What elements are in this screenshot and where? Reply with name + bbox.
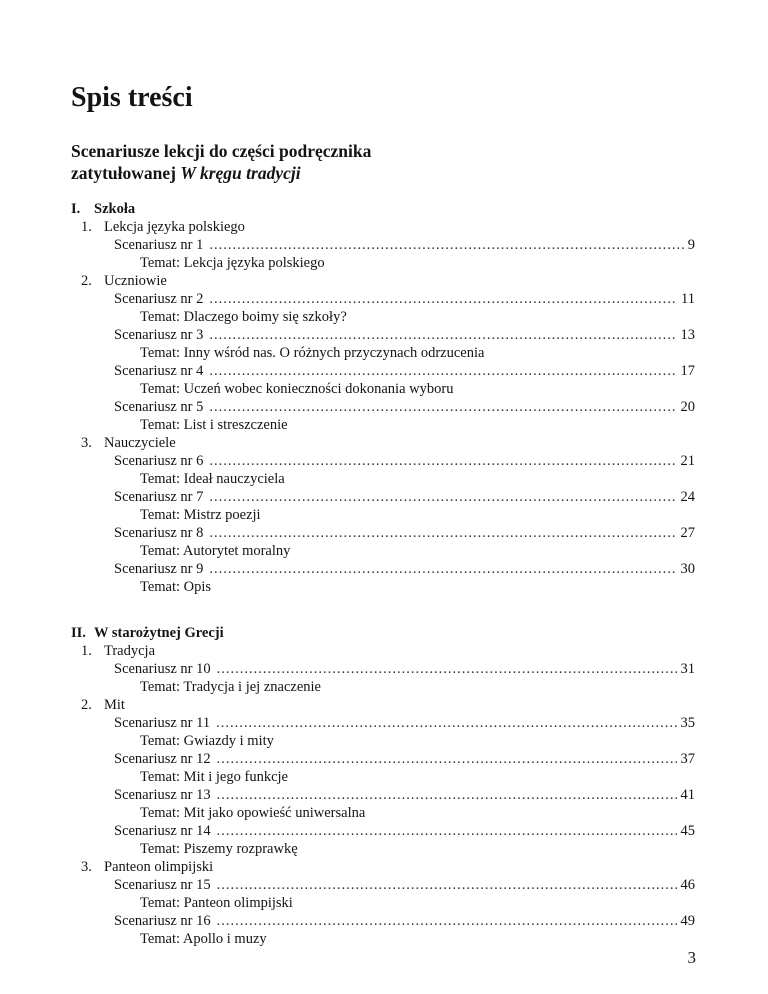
subsection-heading xyxy=(71,642,695,660)
scenario-label: Scenariusz nr 7 xyxy=(114,489,204,505)
dot-leader xyxy=(217,660,677,678)
subsection-number: 2. xyxy=(81,697,92,713)
toc-entry[interactable] xyxy=(114,236,695,254)
scenario-topic: Temat: Autorytet moralny xyxy=(140,543,291,559)
dot-leader xyxy=(209,236,683,254)
scenario-topic: Temat: Opis xyxy=(140,579,212,595)
subtitle-line-2 xyxy=(71,162,371,184)
subsection-number: 3. xyxy=(81,859,92,875)
scenario-page-number: 27 xyxy=(680,525,695,541)
toc-entry[interactable] xyxy=(114,488,695,506)
subsection-heading xyxy=(71,858,695,876)
dot-leader xyxy=(209,488,676,506)
dot-leader xyxy=(216,714,676,732)
scenario-page-number: 20 xyxy=(680,399,695,415)
toc-entry[interactable] xyxy=(114,876,695,894)
scenario-topic: Temat: Ideał nauczyciela xyxy=(140,471,285,487)
subsection-title: Tradycja xyxy=(104,643,156,659)
toc-entry[interactable] xyxy=(114,290,695,308)
dot-leader xyxy=(209,560,676,578)
section-title: W starożytnej Grecji xyxy=(94,625,224,641)
section-heading xyxy=(71,624,695,642)
scenario-page-number: 41 xyxy=(680,787,695,803)
toc-entry[interactable] xyxy=(114,912,695,930)
subsection-title: Uczniowie xyxy=(104,273,167,289)
dot-leader xyxy=(217,786,677,804)
scenario-label: Scenariusz nr 2 xyxy=(114,291,204,307)
scenario-topic: Temat: Mit jako opowieść uniwersalna xyxy=(140,805,366,821)
subsection-heading xyxy=(71,218,695,236)
subsection-heading xyxy=(71,434,695,452)
dot-leader xyxy=(209,326,676,344)
subsection-number: 1. xyxy=(81,219,92,235)
scenario-label: Scenariusz nr 8 xyxy=(114,525,204,541)
scenario-topic: Temat: Dlaczego boimy się szkoły? xyxy=(140,309,347,325)
section-numeral: I. xyxy=(71,201,81,217)
scenario-label: Scenariusz nr 1 xyxy=(114,237,204,253)
scenario-topic: Temat: Panteon olimpijski xyxy=(140,895,293,911)
toc-entry[interactable] xyxy=(114,524,695,542)
toc-entry[interactable] xyxy=(114,326,695,344)
scenario-topic: Temat: Lekcja języka polskiego xyxy=(140,255,325,271)
scenario-label: Scenariusz nr 3 xyxy=(114,327,204,343)
toc-entry[interactable] xyxy=(114,362,695,380)
scenario-page-number: 21 xyxy=(680,453,695,469)
scenario-label: Scenariusz nr 13 xyxy=(114,787,211,803)
scenario-topic: Temat: Apollo i muzy xyxy=(140,931,267,947)
scenario-page-number: 24 xyxy=(680,489,695,505)
toc-entry[interactable] xyxy=(114,398,695,416)
dot-leader xyxy=(217,912,677,930)
scenario-page-number: 37 xyxy=(680,751,695,767)
toc-entry[interactable] xyxy=(114,714,695,732)
scenario-topic: Temat: Gwiazdy i mity xyxy=(140,733,274,749)
subtitle-line-2-plain: zatytułowanej xyxy=(71,163,181,183)
scenario-topic: Temat: List i streszczenie xyxy=(140,417,288,433)
scenario-label: Scenariusz nr 15 xyxy=(114,877,211,893)
subsection-title: Nauczyciele xyxy=(104,435,176,451)
scenario-label: Scenariusz nr 14 xyxy=(114,823,211,839)
scenario-topic: Temat: Inny wśród nas. O różnych przyczynach odrzucenia xyxy=(140,345,485,361)
toc-section-2 xyxy=(71,624,695,948)
section-title: Szkoła xyxy=(94,201,136,217)
toc-entry[interactable] xyxy=(114,786,695,804)
toc-entry[interactable] xyxy=(114,452,695,470)
scenario-label: Scenariusz nr 11 xyxy=(114,715,211,731)
subsection-title: Lekcja języka polskiego xyxy=(104,219,245,235)
subsection-heading xyxy=(71,272,695,290)
subsection-number: 1. xyxy=(81,643,92,659)
scenario-label: Scenariusz nr 5 xyxy=(114,399,204,415)
scenario-page-number: 13 xyxy=(680,327,695,343)
scenario-label: Scenariusz nr 12 xyxy=(114,751,211,767)
subtitle-book-title: W kręgu tradycji xyxy=(180,163,301,183)
toc-section-1 xyxy=(71,200,695,596)
toc-entry[interactable] xyxy=(114,660,695,678)
scenario-topic: Temat: Tradycja i jej znaczenie xyxy=(140,679,321,695)
section-numeral: II. xyxy=(71,625,86,641)
scenario-page-number: 30 xyxy=(680,561,695,577)
subsection-heading xyxy=(71,696,695,714)
dot-leader xyxy=(217,822,677,840)
subsection-number: 2. xyxy=(81,273,92,289)
dot-leader xyxy=(217,876,677,894)
scenario-page-number: 17 xyxy=(680,363,695,379)
scenario-page-number: 45 xyxy=(680,823,695,839)
scenario-page-number: 49 xyxy=(680,913,695,929)
page-number: 3 xyxy=(687,948,696,967)
page-title: Spis treści xyxy=(71,82,193,113)
dot-leader xyxy=(209,524,676,542)
toc-entry[interactable] xyxy=(114,750,695,768)
dot-leader xyxy=(209,362,676,380)
scenario-page-number: 46 xyxy=(680,877,695,893)
scenario-topic: Temat: Mistrz poezji xyxy=(140,507,261,523)
dot-leader xyxy=(209,290,677,308)
subsection-title: Panteon olimpijski xyxy=(104,859,214,875)
scenario-page-number: 9 xyxy=(687,237,695,253)
scenario-label: Scenariusz nr 10 xyxy=(114,661,211,677)
subsection-number: 3. xyxy=(81,435,92,451)
section-heading xyxy=(71,200,695,218)
toc-subtitle xyxy=(71,140,371,184)
scenario-topic: Temat: Mit i jego funkcje xyxy=(140,769,288,785)
scenario-page-number: 31 xyxy=(680,661,695,677)
scenario-page-number: 11 xyxy=(681,291,695,307)
toc-entry[interactable] xyxy=(114,822,695,840)
dot-leader xyxy=(209,452,676,470)
scenario-label: Scenariusz nr 4 xyxy=(114,363,204,379)
dot-leader xyxy=(209,398,676,416)
scenario-topic: Temat: Uczeń wobec konieczności dokonania wyboru xyxy=(140,381,454,397)
dot-leader xyxy=(217,750,677,768)
scenario-label: Scenariusz nr 9 xyxy=(114,561,204,577)
scenario-page-number: 35 xyxy=(680,715,695,731)
toc-entry[interactable] xyxy=(114,560,695,578)
scenario-label: Scenariusz nr 6 xyxy=(114,453,204,469)
subsection-title: Mit xyxy=(104,697,125,713)
scenario-topic: Temat: Piszemy rozprawkę xyxy=(140,841,298,857)
subtitle-line-1: Scenariusze lekcji do części podręcznika xyxy=(71,141,372,161)
scenario-label: Scenariusz nr 16 xyxy=(114,913,211,929)
